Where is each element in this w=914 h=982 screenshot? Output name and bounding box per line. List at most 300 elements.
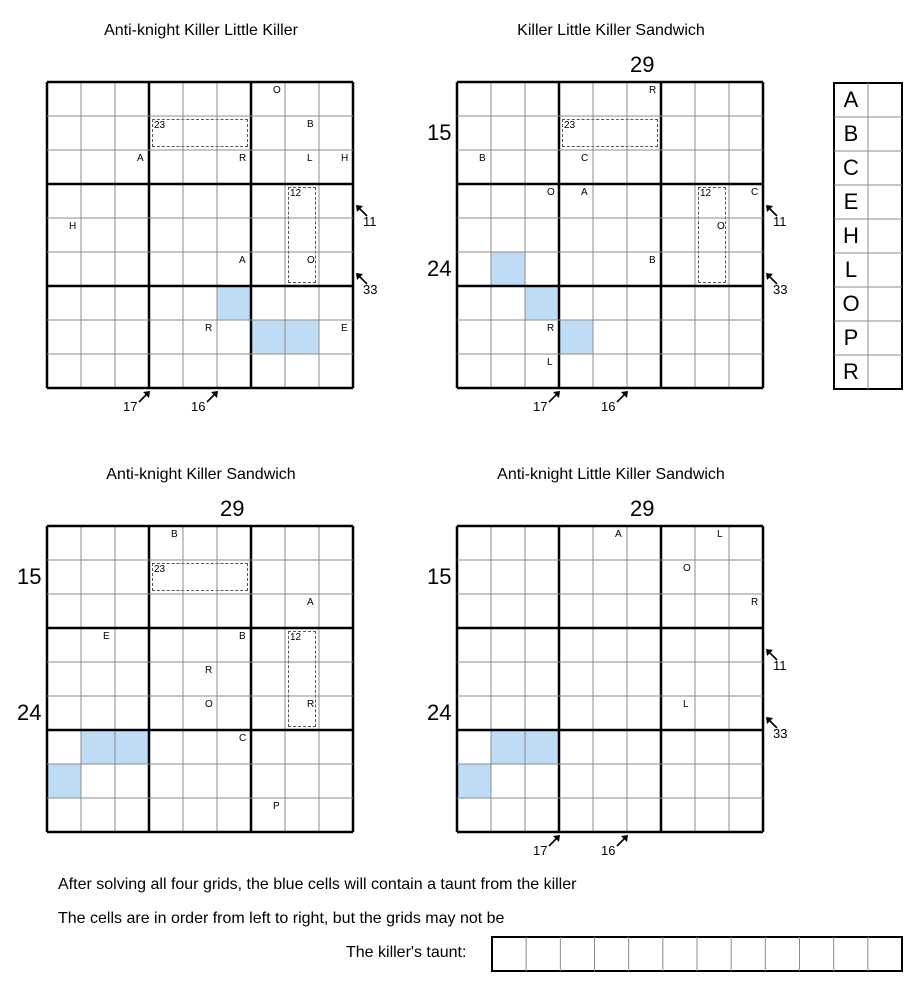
sudoku-cell[interactable] (47, 184, 81, 218)
sudoku-cell[interactable] (285, 730, 319, 764)
sudoku-cell[interactable] (183, 116, 217, 150)
sudoku-cell[interactable] (81, 526, 115, 560)
sudoku-cell[interactable] (183, 218, 217, 252)
sudoku-cell[interactable] (593, 184, 627, 218)
sudoku-cell[interactable] (491, 764, 525, 798)
sudoku-cell[interactable] (593, 730, 627, 764)
sudoku-cell[interactable] (695, 320, 729, 354)
sudoku-cell[interactable] (251, 354, 285, 388)
sudoku-cell[interactable] (81, 320, 115, 354)
sudoku-cell[interactable] (491, 560, 525, 594)
sudoku-cell[interactable] (559, 116, 593, 150)
taunt-answer-cell[interactable] (595, 937, 629, 971)
sudoku-cell[interactable] (491, 82, 525, 116)
sudoku-cell[interactable] (47, 286, 81, 320)
sudoku-cell[interactable] (661, 662, 695, 696)
sudoku-cell[interactable] (285, 320, 319, 354)
sudoku-cell[interactable] (593, 286, 627, 320)
sudoku-cell[interactable] (559, 696, 593, 730)
sudoku-cell[interactable] (149, 286, 183, 320)
sudoku-cell[interactable] (47, 594, 81, 628)
sudoku-cell[interactable] (149, 798, 183, 832)
letter-bank-checkbox[interactable] (868, 185, 902, 219)
sudoku-cell[interactable] (525, 252, 559, 286)
sudoku-cell[interactable] (627, 798, 661, 832)
taunt-answer-cell[interactable] (834, 937, 868, 971)
sudoku-cell[interactable] (457, 82, 491, 116)
sudoku-cell[interactable] (695, 184, 729, 218)
sudoku-cell[interactable] (81, 82, 115, 116)
sudoku-cell[interactable] (285, 662, 319, 696)
sudoku-cell[interactable] (251, 764, 285, 798)
taunt-answer-cell[interactable] (629, 937, 663, 971)
sudoku-cell[interactable] (285, 286, 319, 320)
sudoku-cell[interactable] (47, 116, 81, 150)
sudoku-cell[interactable] (593, 662, 627, 696)
sudoku-cell[interactable] (559, 798, 593, 832)
sudoku-cell[interactable] (729, 218, 763, 252)
sudoku-cell[interactable] (559, 594, 593, 628)
sudoku-cell[interactable] (47, 662, 81, 696)
sudoku-cell[interactable] (457, 286, 491, 320)
letter-bank-checkbox[interactable] (868, 287, 902, 321)
sudoku-cell[interactable] (457, 798, 491, 832)
sudoku-cell[interactable] (149, 184, 183, 218)
sudoku-cell[interactable] (81, 662, 115, 696)
sudoku-cell[interactable] (81, 354, 115, 388)
sudoku-cell[interactable] (183, 560, 217, 594)
sudoku-cell[interactable] (81, 218, 115, 252)
sudoku-cell[interactable] (491, 116, 525, 150)
sudoku-cell[interactable] (661, 150, 695, 184)
sudoku-cell[interactable] (695, 116, 729, 150)
sudoku-cell[interactable] (285, 798, 319, 832)
sudoku-cell[interactable] (661, 594, 695, 628)
sudoku-cell[interactable] (183, 594, 217, 628)
sudoku-cell[interactable] (491, 286, 525, 320)
sudoku-cell[interactable] (457, 116, 491, 150)
sudoku-cell[interactable] (319, 286, 353, 320)
sudoku-cell[interactable] (695, 82, 729, 116)
sudoku-cell[interactable] (251, 150, 285, 184)
sudoku-cell[interactable] (81, 560, 115, 594)
sudoku-cell[interactable] (525, 116, 559, 150)
sudoku-cell[interactable] (183, 764, 217, 798)
sudoku-cell[interactable] (729, 286, 763, 320)
sudoku-cell[interactable] (593, 764, 627, 798)
sudoku-cell[interactable] (115, 798, 149, 832)
sudoku-cell[interactable] (149, 82, 183, 116)
sudoku-cell[interactable] (627, 286, 661, 320)
sudoku-cell[interactable] (183, 354, 217, 388)
sudoku-cell[interactable] (627, 150, 661, 184)
sudoku-cell[interactable] (729, 764, 763, 798)
sudoku-cell[interactable] (593, 82, 627, 116)
sudoku-cell[interactable] (319, 730, 353, 764)
sudoku-cell[interactable] (695, 354, 729, 388)
sudoku-cell[interactable] (115, 218, 149, 252)
sudoku-cell[interactable] (115, 526, 149, 560)
sudoku-cell[interactable] (457, 184, 491, 218)
sudoku-cell[interactable] (695, 662, 729, 696)
sudoku-cell[interactable] (627, 320, 661, 354)
sudoku-cell[interactable] (593, 798, 627, 832)
sudoku-cell[interactable] (695, 594, 729, 628)
sudoku-cell[interactable] (217, 82, 251, 116)
sudoku-cell[interactable] (627, 116, 661, 150)
sudoku-cell[interactable] (559, 730, 593, 764)
sudoku-cell[interactable] (183, 184, 217, 218)
sudoku-cell[interactable] (81, 184, 115, 218)
sudoku-cell[interactable] (47, 730, 81, 764)
sudoku-cell[interactable] (251, 252, 285, 286)
sudoku-cell[interactable] (251, 184, 285, 218)
sudoku-cell[interactable] (251, 662, 285, 696)
sudoku-cell[interactable] (525, 218, 559, 252)
sudoku-cell[interactable] (285, 764, 319, 798)
sudoku-cell[interactable] (285, 218, 319, 252)
sudoku-cell[interactable] (217, 354, 251, 388)
sudoku-cell[interactable] (149, 116, 183, 150)
sudoku-cell[interactable] (661, 320, 695, 354)
sudoku-cell[interactable] (559, 286, 593, 320)
sudoku-cell[interactable] (217, 526, 251, 560)
sudoku-cell[interactable] (661, 82, 695, 116)
sudoku-cell[interactable] (149, 696, 183, 730)
sudoku-cell[interactable] (183, 150, 217, 184)
sudoku-cell[interactable] (217, 594, 251, 628)
taunt-answer-cell[interactable] (560, 937, 594, 971)
sudoku-cell[interactable] (81, 798, 115, 832)
sudoku-cell[interactable] (525, 82, 559, 116)
sudoku-cell[interactable] (661, 218, 695, 252)
taunt-answer-cell[interactable] (868, 937, 902, 971)
sudoku-cell[interactable] (115, 82, 149, 116)
sudoku-cell[interactable] (661, 354, 695, 388)
sudoku-cell[interactable] (115, 252, 149, 286)
sudoku-cell[interactable] (593, 116, 627, 150)
sudoku-cell[interactable] (251, 218, 285, 252)
sudoku-cell[interactable] (695, 286, 729, 320)
sudoku-cell[interactable] (217, 184, 251, 218)
sudoku-cell[interactable] (251, 526, 285, 560)
sudoku-cell[interactable] (285, 184, 319, 218)
sudoku-cell[interactable] (661, 764, 695, 798)
sudoku-cell[interactable] (217, 560, 251, 594)
sudoku-cell[interactable] (661, 286, 695, 320)
sudoku-cell[interactable] (149, 354, 183, 388)
sudoku-cell[interactable] (525, 354, 559, 388)
sudoku-cell[interactable] (491, 354, 525, 388)
sudoku-cell[interactable] (729, 798, 763, 832)
sudoku-cell[interactable] (183, 286, 217, 320)
letter-bank-checkbox[interactable] (868, 117, 902, 151)
sudoku-cell[interactable] (319, 252, 353, 286)
sudoku-cell[interactable] (695, 696, 729, 730)
sudoku-cell[interactable] (491, 730, 525, 764)
sudoku-cell[interactable] (593, 150, 627, 184)
sudoku-cell[interactable] (729, 560, 763, 594)
sudoku-cell[interactable] (491, 696, 525, 730)
sudoku-cell[interactable] (149, 628, 183, 662)
sudoku-cell[interactable] (47, 320, 81, 354)
sudoku-cell[interactable] (115, 286, 149, 320)
sudoku-cell[interactable] (217, 218, 251, 252)
sudoku-cell[interactable] (559, 354, 593, 388)
sudoku-cell[interactable] (149, 594, 183, 628)
sudoku-cell[interactable] (47, 82, 81, 116)
sudoku-cell[interactable] (47, 354, 81, 388)
sudoku-cell[interactable] (627, 354, 661, 388)
sudoku-cell[interactable] (285, 82, 319, 116)
taunt-answer-cell[interactable] (697, 937, 731, 971)
sudoku-cell[interactable] (81, 150, 115, 184)
sudoku-cell[interactable] (627, 696, 661, 730)
sudoku-cell[interactable] (457, 696, 491, 730)
sudoku-cell[interactable] (149, 662, 183, 696)
sudoku-cell[interactable] (251, 696, 285, 730)
sudoku-cell[interactable] (183, 526, 217, 560)
taunt-answer-cell[interactable] (492, 937, 526, 971)
sudoku-cell[interactable] (525, 150, 559, 184)
taunt-answer-cell[interactable] (731, 937, 765, 971)
sudoku-cell[interactable] (81, 116, 115, 150)
sudoku-cell[interactable] (559, 628, 593, 662)
sudoku-cell[interactable] (729, 150, 763, 184)
sudoku-cell[interactable] (149, 730, 183, 764)
sudoku-cell[interactable] (457, 252, 491, 286)
sudoku-cell[interactable] (217, 798, 251, 832)
sudoku-cell[interactable] (47, 526, 81, 560)
sudoku-cell[interactable] (81, 764, 115, 798)
sudoku-cell[interactable] (183, 798, 217, 832)
sudoku-cell[interactable] (729, 354, 763, 388)
sudoku-cell[interactable] (457, 628, 491, 662)
sudoku-cell[interactable] (115, 116, 149, 150)
sudoku-cell[interactable] (729, 730, 763, 764)
sudoku-cell[interactable] (559, 218, 593, 252)
sudoku-cell[interactable] (457, 764, 491, 798)
sudoku-cell[interactable] (525, 696, 559, 730)
sudoku-cell[interactable] (559, 560, 593, 594)
sudoku-cell[interactable] (319, 116, 353, 150)
sudoku-cell[interactable] (525, 526, 559, 560)
sudoku-cell[interactable] (593, 696, 627, 730)
sudoku-cell[interactable] (491, 798, 525, 832)
sudoku-cell[interactable] (559, 320, 593, 354)
sudoku-cell[interactable] (491, 594, 525, 628)
sudoku-cell[interactable] (47, 764, 81, 798)
sudoku-cell[interactable] (115, 594, 149, 628)
sudoku-cell[interactable] (115, 184, 149, 218)
sudoku-cell[interactable] (251, 730, 285, 764)
sudoku-cell[interactable] (661, 696, 695, 730)
sudoku-cell[interactable] (115, 696, 149, 730)
sudoku-cell[interactable] (695, 764, 729, 798)
letter-bank-checkbox[interactable] (868, 151, 902, 185)
sudoku-cell[interactable] (115, 764, 149, 798)
sudoku-cell[interactable] (525, 798, 559, 832)
taunt-answer-cell[interactable] (526, 937, 560, 971)
sudoku-cell[interactable] (593, 252, 627, 286)
sudoku-cell[interactable] (183, 252, 217, 286)
sudoku-cell[interactable] (525, 662, 559, 696)
sudoku-cell[interactable] (525, 764, 559, 798)
sudoku-cell[interactable] (149, 764, 183, 798)
sudoku-cell[interactable] (491, 662, 525, 696)
sudoku-cell[interactable] (661, 184, 695, 218)
letter-bank-checkbox[interactable] (868, 253, 902, 287)
sudoku-cell[interactable] (81, 696, 115, 730)
sudoku-cell[interactable] (251, 628, 285, 662)
taunt-answer-cell[interactable] (765, 937, 799, 971)
letter-bank-checkbox[interactable] (868, 321, 902, 355)
sudoku-cell[interactable] (661, 628, 695, 662)
sudoku-cell[interactable] (729, 82, 763, 116)
sudoku-cell[interactable] (559, 526, 593, 560)
sudoku-cell[interactable] (695, 798, 729, 832)
sudoku-cell[interactable] (593, 354, 627, 388)
sudoku-cell[interactable] (251, 560, 285, 594)
sudoku-cell[interactable] (695, 730, 729, 764)
sudoku-cell[interactable] (81, 594, 115, 628)
sudoku-cell[interactable] (149, 252, 183, 286)
sudoku-cell[interactable] (559, 82, 593, 116)
sudoku-cell[interactable] (319, 594, 353, 628)
sudoku-cell[interactable] (457, 594, 491, 628)
sudoku-cell[interactable] (319, 354, 353, 388)
sudoku-cell[interactable] (559, 252, 593, 286)
sudoku-cell[interactable] (319, 696, 353, 730)
sudoku-cell[interactable] (285, 150, 319, 184)
sudoku-cell[interactable] (285, 628, 319, 662)
sudoku-cell[interactable] (661, 526, 695, 560)
sudoku-cell[interactable] (627, 730, 661, 764)
sudoku-cell[interactable] (47, 628, 81, 662)
sudoku-cell[interactable] (559, 662, 593, 696)
sudoku-cell[interactable] (319, 798, 353, 832)
sudoku-cell[interactable] (149, 150, 183, 184)
sudoku-cell[interactable] (81, 286, 115, 320)
sudoku-cell[interactable] (115, 320, 149, 354)
sudoku-cell[interactable] (285, 560, 319, 594)
sudoku-cell[interactable] (525, 628, 559, 662)
sudoku-cell[interactable] (627, 526, 661, 560)
sudoku-cell[interactable] (47, 798, 81, 832)
sudoku-cell[interactable] (457, 320, 491, 354)
sudoku-cell[interactable] (457, 730, 491, 764)
sudoku-cell[interactable] (319, 526, 353, 560)
sudoku-cell[interactable] (149, 218, 183, 252)
sudoku-cell[interactable] (251, 116, 285, 150)
sudoku-cell[interactable] (661, 252, 695, 286)
sudoku-cell[interactable] (627, 764, 661, 798)
sudoku-cell[interactable] (627, 628, 661, 662)
sudoku-cell[interactable] (627, 184, 661, 218)
sudoku-cell[interactable] (251, 320, 285, 354)
sudoku-cell[interactable] (627, 594, 661, 628)
sudoku-cell[interactable] (729, 252, 763, 286)
sudoku-cell[interactable] (491, 184, 525, 218)
sudoku-cell[interactable] (593, 218, 627, 252)
sudoku-cell[interactable] (457, 218, 491, 252)
letter-bank-checkbox[interactable] (868, 219, 902, 253)
sudoku-cell[interactable] (491, 526, 525, 560)
sudoku-cell[interactable] (525, 286, 559, 320)
sudoku-cell[interactable] (491, 628, 525, 662)
taunt-answer-cell[interactable] (800, 937, 834, 971)
sudoku-cell[interactable] (627, 560, 661, 594)
sudoku-cell[interactable] (47, 696, 81, 730)
sudoku-cell[interactable] (149, 320, 183, 354)
sudoku-cell[interactable] (491, 320, 525, 354)
sudoku-cell[interactable] (593, 320, 627, 354)
sudoku-cell[interactable] (183, 82, 217, 116)
sudoku-cell[interactable] (217, 764, 251, 798)
sudoku-cell[interactable] (183, 730, 217, 764)
sudoku-cell[interactable] (319, 184, 353, 218)
sudoku-cell[interactable] (319, 82, 353, 116)
sudoku-cell[interactable] (115, 354, 149, 388)
sudoku-cell[interactable] (457, 662, 491, 696)
sudoku-cell[interactable] (217, 662, 251, 696)
sudoku-cell[interactable] (559, 764, 593, 798)
sudoku-cell[interactable] (491, 218, 525, 252)
sudoku-cell[interactable] (457, 354, 491, 388)
sudoku-cell[interactable] (183, 628, 217, 662)
sudoku-cell[interactable] (593, 560, 627, 594)
sudoku-cell[interactable] (525, 730, 559, 764)
letter-bank-checkbox[interactable] (868, 355, 902, 389)
sudoku-cell[interactable] (695, 252, 729, 286)
sudoku-cell[interactable] (491, 150, 525, 184)
sudoku-cell[interactable] (661, 116, 695, 150)
sudoku-cell[interactable] (47, 252, 81, 286)
sudoku-cell[interactable] (115, 662, 149, 696)
sudoku-cell[interactable] (729, 526, 763, 560)
sudoku-cell[interactable] (319, 560, 353, 594)
sudoku-cell[interactable] (115, 730, 149, 764)
sudoku-cell[interactable] (695, 560, 729, 594)
sudoku-cell[interactable] (695, 526, 729, 560)
sudoku-cell[interactable] (627, 218, 661, 252)
letter-bank-checkbox[interactable] (868, 83, 902, 117)
sudoku-cell[interactable] (115, 628, 149, 662)
sudoku-cell[interactable] (525, 560, 559, 594)
sudoku-cell[interactable] (593, 594, 627, 628)
sudoku-cell[interactable] (729, 696, 763, 730)
taunt-answer-cell[interactable] (663, 937, 697, 971)
sudoku-cell[interactable] (47, 150, 81, 184)
sudoku-cell[interactable] (525, 594, 559, 628)
sudoku-cell[interactable] (491, 252, 525, 286)
sudoku-cell[interactable] (217, 320, 251, 354)
sudoku-cell[interactable] (81, 252, 115, 286)
sudoku-cell[interactable] (251, 286, 285, 320)
sudoku-cell[interactable] (217, 286, 251, 320)
sudoku-cell[interactable] (81, 730, 115, 764)
sudoku-cell[interactable] (319, 662, 353, 696)
sudoku-cell[interactable] (593, 628, 627, 662)
sudoku-cell[interactable] (115, 560, 149, 594)
sudoku-cell[interactable] (627, 662, 661, 696)
sudoku-cell[interactable] (695, 150, 729, 184)
sudoku-cell[interactable] (457, 560, 491, 594)
sudoku-cell[interactable] (285, 526, 319, 560)
sudoku-cell[interactable] (457, 526, 491, 560)
sudoku-cell[interactable] (661, 730, 695, 764)
sudoku-cell[interactable] (729, 628, 763, 662)
